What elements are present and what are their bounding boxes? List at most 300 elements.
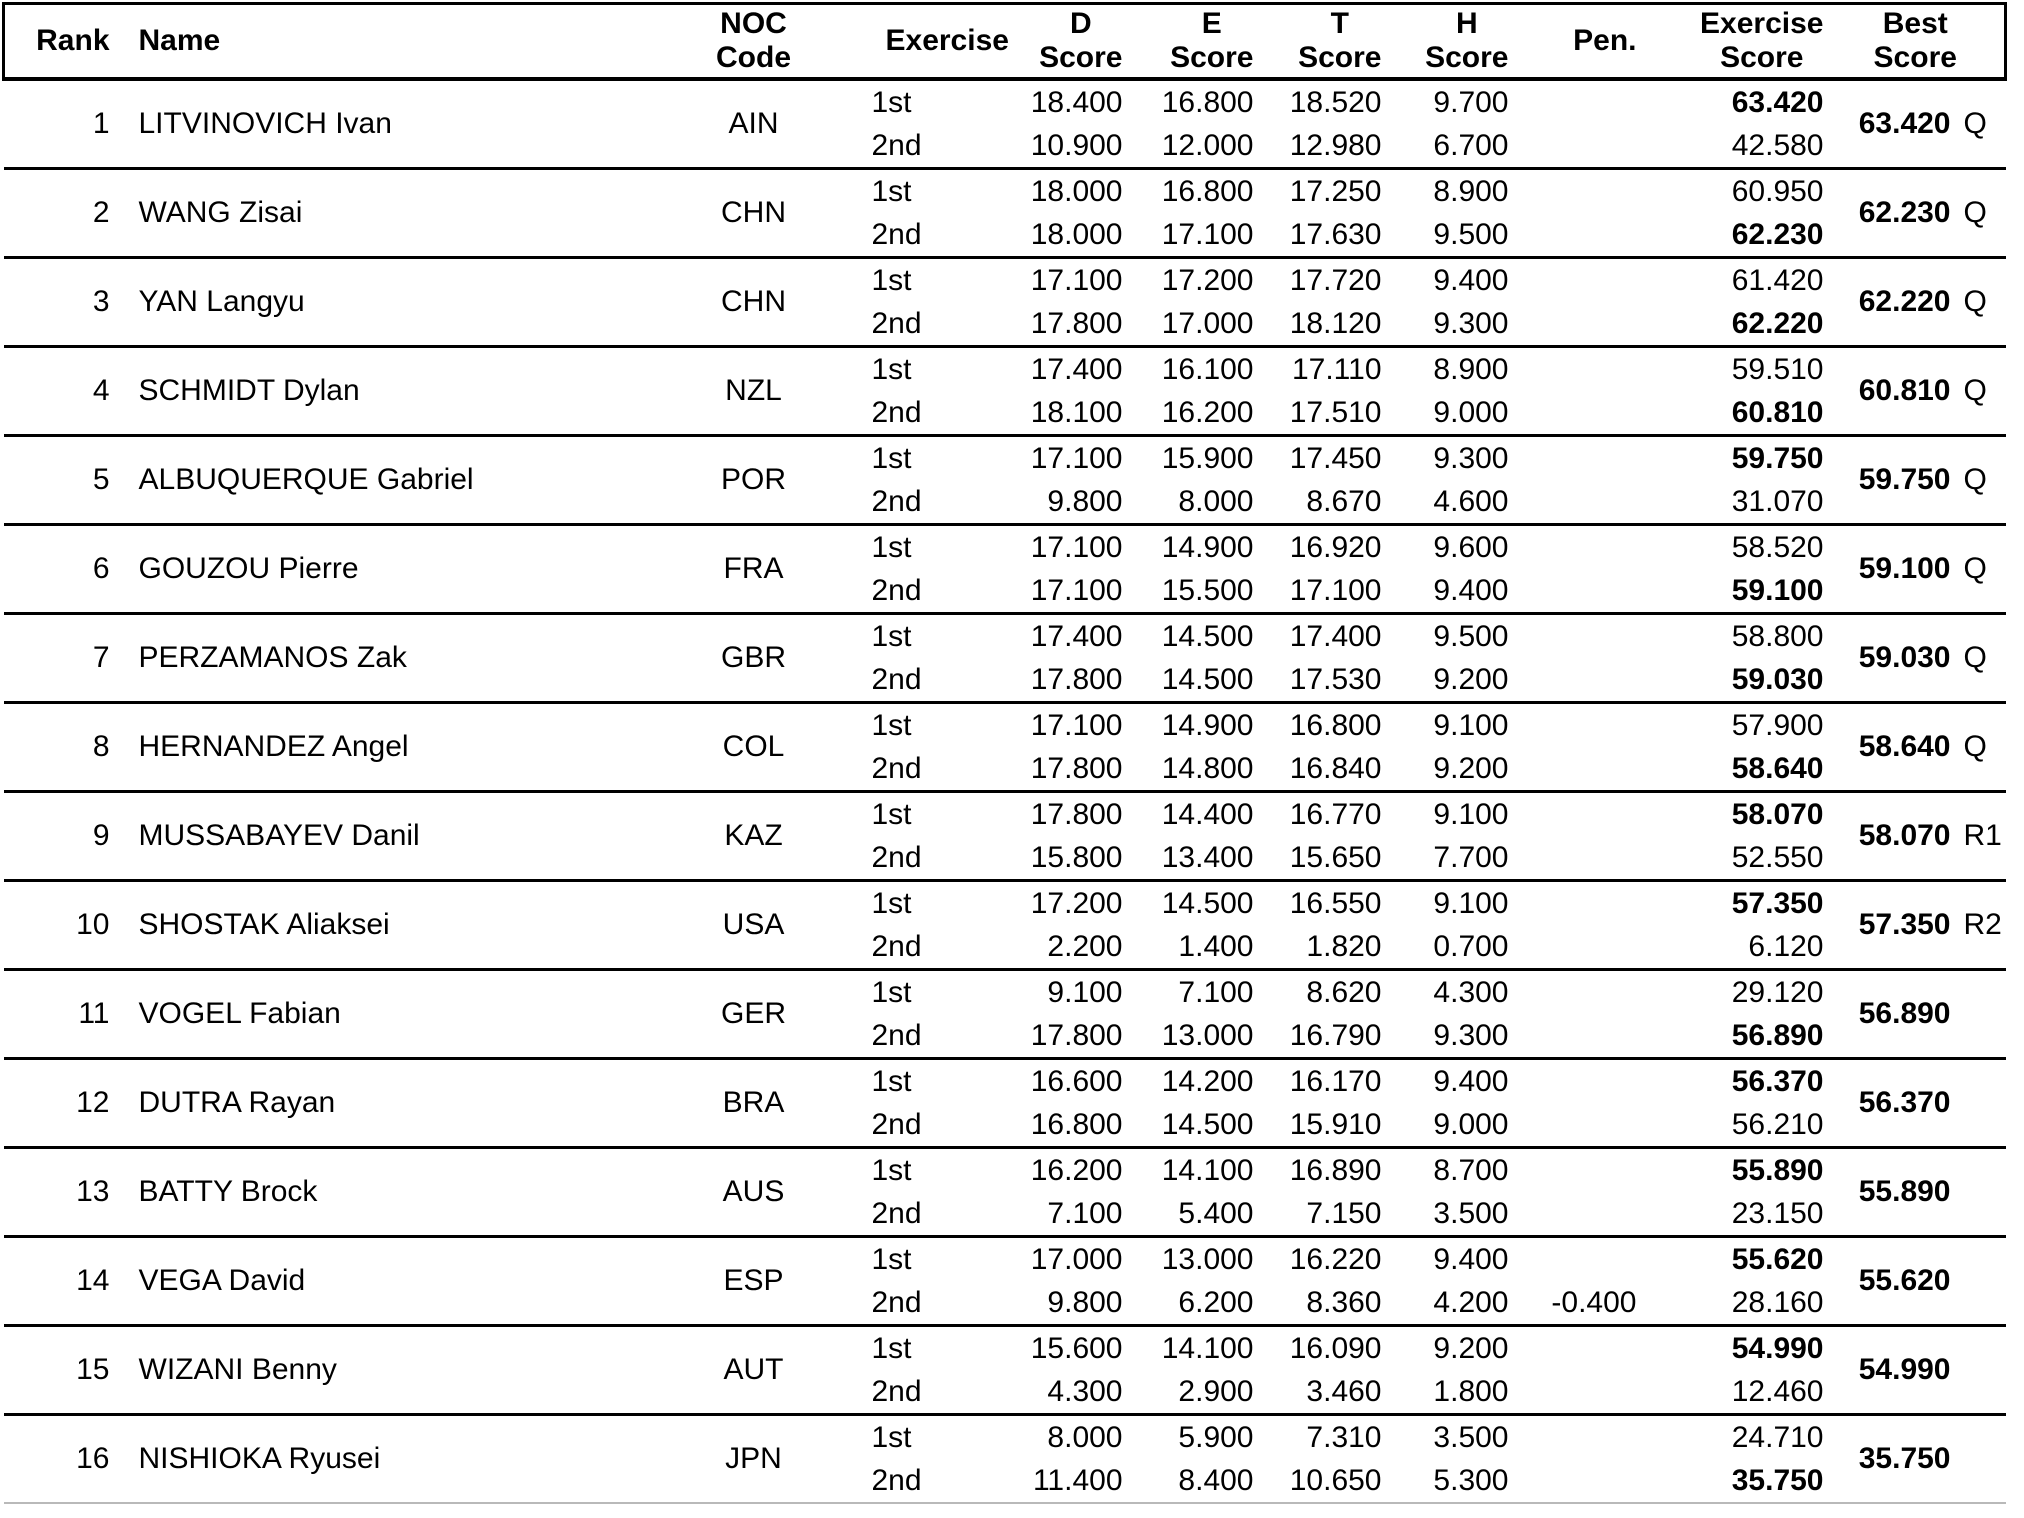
best-score-cell: [1827, 792, 2006, 881]
rank-cell: 16: [4, 1415, 116, 1504]
h-score-cell: 1.800: [1433, 1374, 1509, 1408]
qualification-marker: Q: [1963, 107, 1987, 140]
athlete-name-cell: DUTRA Rayan: [116, 1059, 644, 1148]
noc-code-cell: JPN: [644, 1415, 864, 1504]
col-header-name: Name: [116, 4, 644, 80]
e-score-cell: 14.900: [1126, 703, 1257, 748]
best-score-cell: [1827, 1415, 2006, 1504]
e-score-cell: 14.500: [1126, 881, 1257, 926]
exercise-label-cell: 1st: [871, 85, 912, 119]
noc-code-cell: NZL: [644, 347, 864, 436]
h-score-cell: 9.400: [1385, 1237, 1512, 1282]
athlete-name-cell: HERNANDEZ Angel: [116, 703, 644, 792]
best-score-value: 55.890: [1858, 1175, 1951, 1208]
exercise-score-cell: 59.750: [1640, 436, 1827, 481]
d-score-cell: 2.200: [1047, 929, 1123, 963]
penalty-cell: -0.400: [1551, 1285, 1637, 1319]
h-score-cell: 9.100: [1385, 792, 1512, 837]
penalty-cell: [1512, 614, 1640, 659]
noc-code-cell: COL: [644, 703, 864, 792]
penalty-cell: [1512, 1148, 1640, 1193]
col-header-best-score: Best Score: [1827, 4, 2006, 80]
d-score-cell: 17.000: [994, 1237, 1126, 1282]
e-score-cell: 2.900: [1178, 1374, 1254, 1408]
h-score-cell: 9.300: [1433, 306, 1509, 340]
qualification-marker: Q: [1963, 374, 1987, 407]
t-score-cell: 16.920: [1257, 525, 1385, 570]
t-score-cell: 16.770: [1257, 792, 1385, 837]
e-score-cell: 14.800: [1161, 751, 1254, 785]
exercise-label-cell: 2nd: [871, 1374, 922, 1408]
rank-cell: 8: [4, 703, 116, 792]
athlete-name-cell: VEGA David: [116, 1237, 644, 1326]
exercise-label-cell: 2nd: [871, 1463, 922, 1497]
exercise-score-cell: 59.510: [1640, 347, 1827, 392]
best-score-cell: [1827, 1059, 2006, 1148]
t-score-cell: 16.550: [1257, 881, 1385, 926]
e-score-cell: 8.000: [1178, 484, 1254, 518]
best-score-value: 54.990: [1858, 1353, 1951, 1386]
penalty-cell: [1512, 836, 1640, 881]
athlete-row-first-exercise: [4, 1415, 2006, 1460]
athlete-name-cell: VOGEL Fabian: [116, 970, 644, 1059]
best-score-cell: [1827, 970, 2006, 1059]
col-header-penalty: Pen.: [1512, 4, 1640, 80]
rank-cell: 14: [4, 1237, 116, 1326]
noc-code-cell: FRA: [644, 525, 864, 614]
e-score-cell: 14.500: [1126, 614, 1257, 659]
exercise-score-cell: 55.890: [1640, 1148, 1827, 1193]
best-score-cell: [1827, 1148, 2006, 1237]
t-score-cell: 7.310: [1257, 1415, 1385, 1460]
exercise-score-cell: 35.750: [1731, 1463, 1824, 1497]
best-score-cell: [1827, 169, 2006, 258]
col-header-noc-code: NOC Code: [644, 4, 864, 80]
exercise-label-cell: 2nd: [871, 1018, 922, 1052]
rank-cell: 5: [4, 436, 116, 525]
t-score-cell: 16.170: [1257, 1059, 1385, 1104]
h-score-cell: 4.200: [1433, 1285, 1509, 1319]
e-score-cell: 16.200: [1161, 395, 1254, 429]
penalty-cell: [1512, 258, 1640, 303]
best-score-value: 59.100: [1858, 552, 1951, 585]
exercise-label-cell: 2nd: [871, 128, 922, 162]
noc-code-cell: AIN: [728, 107, 779, 140]
h-score-cell: 8.900: [1385, 347, 1512, 392]
d-score-cell: 17.100: [994, 703, 1126, 748]
t-score-cell: 17.630: [1289, 217, 1382, 251]
best-score-value: 55.620: [1858, 1264, 1951, 1297]
rank-cell: 15: [4, 1326, 116, 1415]
best-score-value: 59.030: [1858, 641, 1951, 674]
h-score-cell: 3.500: [1385, 1415, 1512, 1460]
best-score-value: 59.750: [1858, 463, 1951, 496]
d-score-cell: 15.600: [994, 1326, 1126, 1371]
exercise-score-cell: 57.350: [1640, 881, 1827, 926]
best-score-value: 62.220: [1858, 285, 1951, 318]
exercise-label-cell: 2nd: [871, 306, 922, 340]
athlete-row-first-exercise: [4, 79, 2006, 124]
exercise-score-cell: 56.370: [1640, 1059, 1827, 1104]
e-score-cell: 6.200: [1178, 1285, 1254, 1319]
exercise-label-cell: 1st: [864, 1415, 994, 1460]
rank-cell: 7: [4, 614, 116, 703]
penalty-cell: [1512, 881, 1640, 926]
t-score-cell: 3.460: [1306, 1374, 1382, 1408]
exercise-label-cell: 2nd: [871, 217, 922, 251]
penalty-cell: [1512, 569, 1640, 614]
d-score-cell: 4.300: [1047, 1374, 1123, 1408]
h-score-cell: 8.700: [1385, 1148, 1512, 1193]
e-score-cell: 15.500: [1161, 573, 1254, 607]
d-score-cell: 8.000: [994, 1415, 1126, 1460]
h-score-cell: 5.300: [1433, 1463, 1509, 1497]
h-score-cell: 4.300: [1385, 970, 1512, 1015]
exercise-label-cell: 1st: [864, 347, 994, 392]
table-body: [4, 79, 2006, 1503]
athlete-row-first-exercise: [4, 703, 2006, 748]
best-score-cell: [1827, 1326, 2006, 1415]
athlete-row-first-exercise: [4, 436, 2006, 481]
best-score-value: 62.230: [1858, 196, 1951, 229]
athlete-name-cell: MUSSABAYEV Danil: [116, 792, 644, 881]
athlete-name-cell: PERZAMANOS Zak: [116, 614, 644, 703]
penalty-cell: [1512, 1237, 1640, 1282]
e-score-cell: 17.200: [1126, 258, 1257, 303]
t-score-cell: 17.450: [1257, 436, 1385, 481]
penalty-cell: [1512, 525, 1640, 570]
best-score-cell: [1827, 881, 2006, 970]
exercise-label-cell: 1st: [864, 970, 994, 1015]
exercise-score-cell: 61.420: [1640, 258, 1827, 303]
t-score-cell: 17.530: [1289, 662, 1382, 696]
noc-code-cell: AUS: [644, 1148, 864, 1237]
d-score-cell: 9.100: [994, 970, 1126, 1015]
t-score-cell: 16.090: [1257, 1326, 1385, 1371]
e-score-cell: 17.100: [1161, 217, 1254, 251]
athlete-row-first-exercise: [4, 1059, 2006, 1104]
t-score-cell: 17.720: [1257, 258, 1385, 303]
e-score-cell: 14.500: [1161, 662, 1254, 696]
best-score-cell: [1827, 79, 2006, 169]
penalty-cell: [1512, 1370, 1640, 1415]
athlete-name-cell: WIZANI Benny: [116, 1326, 644, 1415]
noc-code-cell: CHN: [644, 258, 864, 347]
e-score-cell: 14.100: [1126, 1148, 1257, 1193]
athlete-row-first-exercise: [4, 792, 2006, 837]
penalty-cell: [1512, 1326, 1640, 1371]
h-score-cell: 9.200: [1433, 751, 1509, 785]
rank-cell: 3: [4, 258, 116, 347]
h-score-cell: 9.100: [1385, 881, 1512, 926]
h-score-cell: 7.700: [1433, 840, 1509, 874]
t-score-cell: 15.910: [1289, 1107, 1382, 1141]
athlete-row-first-exercise: [4, 258, 2006, 303]
e-score-cell: 16.100: [1126, 347, 1257, 392]
h-score-cell: 0.700: [1433, 929, 1509, 963]
col-header-exercise-score: Exercise Score: [1640, 4, 1827, 80]
best-score-cell: [1827, 258, 2006, 347]
penalty-cell: [1512, 169, 1640, 214]
t-score-cell: 7.150: [1306, 1196, 1382, 1230]
h-score-cell: 9.400: [1385, 1059, 1512, 1104]
qualification-marker: Q: [1963, 641, 1987, 674]
d-score-cell: 18.000: [1030, 217, 1123, 251]
h-score-cell: 9.200: [1433, 662, 1509, 696]
exercise-score-cell: 58.800: [1640, 614, 1827, 659]
d-score-cell: 17.400: [994, 347, 1126, 392]
best-score-cell: [1827, 1237, 2006, 1326]
qualification-marker: Q: [1963, 285, 1987, 318]
athlete-name-cell: SHOSTAK Aliaksei: [116, 881, 644, 970]
noc-code-cell: ESP: [644, 1237, 864, 1326]
rank-cell: 11: [4, 970, 116, 1059]
best-score-value: 60.810: [1858, 374, 1951, 407]
e-score-cell: 14.100: [1126, 1326, 1257, 1371]
h-score-cell: 9.200: [1385, 1326, 1512, 1371]
exercise-label-cell: 1st: [864, 703, 994, 748]
e-score-cell: 8.400: [1178, 1463, 1254, 1497]
t-score-cell: 15.650: [1289, 840, 1382, 874]
best-score-cell: [1827, 614, 2006, 703]
exercise-label-cell: 1st: [864, 1326, 994, 1371]
noc-code-cell: GBR: [644, 614, 864, 703]
exercise-label-cell: 1st: [864, 169, 994, 214]
d-score-cell: 17.800: [994, 792, 1126, 837]
qualification-marker: Q: [1963, 552, 1987, 585]
h-score-cell: 9.600: [1385, 525, 1512, 570]
exercise-score-cell: 59.030: [1731, 662, 1824, 696]
noc-code-cell: BRA: [644, 1059, 864, 1148]
penalty-cell: [1512, 1192, 1640, 1237]
best-score-cell: [1827, 436, 2006, 525]
noc-code-cell: CHN: [644, 169, 864, 258]
exercise-label-cell: 2nd: [871, 1196, 922, 1230]
h-score-cell: 9.000: [1433, 395, 1509, 429]
best-score-value: 56.370: [1858, 1086, 1951, 1119]
athlete-name-cell: ALBUQUERQUE Gabriel: [116, 436, 644, 525]
penalty-cell: [1512, 79, 1640, 124]
rank-cell: 4: [4, 347, 116, 436]
d-score-cell: 17.100: [994, 436, 1126, 481]
athlete-row-first-exercise: [4, 881, 2006, 926]
h-score-cell: 9.400: [1385, 258, 1512, 303]
d-score-cell: 17.100: [994, 258, 1126, 303]
t-score-cell: 1.820: [1306, 929, 1382, 963]
exercise-label-cell: 1st: [864, 1148, 994, 1193]
exercise-score-cell: 28.160: [1731, 1285, 1824, 1319]
e-score-cell: 13.000: [1161, 1018, 1254, 1052]
exercise-score-cell: 58.640: [1731, 751, 1824, 785]
exercise-label-cell: 2nd: [871, 395, 922, 429]
col-header-d-score: D Score: [994, 4, 1126, 80]
exercise-label-cell: 2nd: [871, 662, 922, 696]
best-score-cell: [1827, 347, 2006, 436]
e-score-cell: 1.400: [1178, 929, 1254, 963]
d-score-cell: 17.800: [1030, 662, 1123, 696]
e-score-cell: 17.000: [1161, 306, 1254, 340]
t-score-cell: 17.110: [1257, 347, 1385, 392]
d-score-cell: 18.100: [1030, 395, 1123, 429]
noc-code-cell: POR: [644, 436, 864, 525]
d-score-cell: 17.800: [1030, 306, 1123, 340]
d-score-cell: 7.100: [1047, 1196, 1123, 1230]
exercise-label-cell: 1st: [864, 881, 994, 926]
d-score-cell: 17.800: [1030, 1018, 1123, 1052]
e-score-cell: 16.800: [1126, 169, 1257, 214]
col-header-t-score: T Score: [1257, 4, 1385, 80]
exercise-label-cell: 1st: [864, 614, 994, 659]
exercise-label-cell: 2nd: [871, 1285, 922, 1319]
athlete-name-cell: WANG Zisai: [116, 169, 644, 258]
penalty-cell: [1512, 1103, 1640, 1148]
noc-code-cell: AUT: [644, 1326, 864, 1415]
header-row: [4, 4, 2006, 80]
e-score-cell: 13.000: [1126, 1237, 1257, 1282]
rank-cell: 2: [4, 169, 116, 258]
noc-code-cell: USA: [644, 881, 864, 970]
penalty-cell: [1512, 391, 1640, 436]
exercise-label-cell: 1st: [864, 258, 994, 303]
col-header-e-score: E Score: [1126, 4, 1257, 80]
penalty-cell: [1512, 124, 1640, 169]
penalty-cell: [1512, 480, 1640, 525]
exercise-score-cell: 55.620: [1640, 1237, 1827, 1282]
e-score-cell: 15.900: [1126, 436, 1257, 481]
exercise-score-cell: 24.710: [1640, 1415, 1827, 1460]
exercise-score-cell: 63.420: [1731, 85, 1824, 119]
qualification-marker: Q: [1963, 463, 1987, 496]
t-score-cell: 16.840: [1289, 751, 1382, 785]
t-score-cell: 16.800: [1257, 703, 1385, 748]
col-header-rank: Rank: [4, 4, 116, 80]
d-score-cell: 17.100: [1030, 573, 1123, 607]
athlete-row-first-exercise: [4, 614, 2006, 659]
exercise-score-cell: 60.810: [1731, 395, 1824, 429]
t-score-cell: 16.890: [1257, 1148, 1385, 1193]
rank-cell: 12: [4, 1059, 116, 1148]
athlete-row-first-exercise: [4, 1326, 2006, 1371]
exercise-label-cell: 1st: [864, 1059, 994, 1104]
h-score-cell: 9.500: [1433, 217, 1509, 251]
qualification-marker: R1: [1963, 819, 2002, 852]
athlete-row-first-exercise: [4, 347, 2006, 392]
d-score-cell: 15.800: [1030, 840, 1123, 874]
exercise-label-cell: 2nd: [871, 751, 922, 785]
penalty-cell: [1512, 1014, 1640, 1059]
d-score-cell: 16.800: [1030, 1107, 1123, 1141]
exercise-label-cell: 1st: [864, 792, 994, 837]
exercise-score-cell: 29.120: [1640, 970, 1827, 1015]
e-score-cell: 14.400: [1126, 792, 1257, 837]
d-score-cell: 11.400: [1032, 1463, 1123, 1497]
h-score-cell: 9.100: [1385, 703, 1512, 748]
best-score-cell: [1827, 525, 2006, 614]
d-score-cell: 16.200: [994, 1148, 1126, 1193]
rank-cell: 1: [92, 107, 110, 140]
exercise-label-cell: 2nd: [871, 840, 922, 874]
best-score-value: 58.070: [1858, 819, 1951, 852]
h-score-cell: 8.900: [1385, 169, 1512, 214]
d-score-cell: 17.100: [994, 525, 1126, 570]
t-score-cell: 17.100: [1289, 573, 1382, 607]
e-score-cell: 5.400: [1178, 1196, 1254, 1230]
e-score-cell: 14.500: [1161, 1107, 1254, 1141]
athlete-row-first-exercise: [4, 1237, 2006, 1282]
h-score-cell: 6.700: [1433, 128, 1509, 162]
rank-cell: 10: [4, 881, 116, 970]
t-score-cell: 16.220: [1257, 1237, 1385, 1282]
exercise-score-cell: 58.070: [1640, 792, 1827, 837]
athlete-name-cell: GOUZOU Pierre: [116, 525, 644, 614]
exercise-score-cell: 56.890: [1731, 1018, 1824, 1052]
d-score-cell: 9.800: [1047, 484, 1123, 518]
e-score-cell: 5.900: [1126, 1415, 1257, 1460]
exercise-score-cell: 56.210: [1731, 1107, 1824, 1141]
exercise-score-cell: 62.220: [1731, 306, 1824, 340]
e-score-cell: 7.100: [1126, 970, 1257, 1015]
results-table: [2, 2, 2007, 1504]
exercise-score-cell: 42.580: [1731, 128, 1824, 162]
penalty-cell: [1512, 1415, 1640, 1460]
athlete-name-cell: SCHMIDT Dylan: [116, 347, 644, 436]
table-header: [4, 4, 2006, 80]
h-score-cell: 9.300: [1385, 436, 1512, 481]
penalty-cell: [1512, 436, 1640, 481]
exercise-score-cell: 31.070: [1731, 484, 1824, 518]
penalty-cell: [1512, 925, 1640, 970]
best-score-value: 56.890: [1858, 997, 1951, 1030]
qualification-marker: Q: [1963, 196, 1987, 229]
rank-cell: 13: [4, 1148, 116, 1237]
e-score-cell: 14.200: [1126, 1059, 1257, 1104]
qualification-marker: Q: [1963, 730, 1987, 763]
e-score-cell: 12.000: [1161, 128, 1254, 162]
best-score-cell: [1827, 703, 2006, 792]
d-score-cell: 17.400: [994, 614, 1126, 659]
exercise-score-cell: 59.100: [1731, 573, 1824, 607]
h-score-cell: 9.700: [1433, 85, 1509, 119]
exercise-score-cell: 12.460: [1731, 1374, 1824, 1408]
exercise-label-cell: 1st: [864, 1237, 994, 1282]
t-score-cell: 12.980: [1289, 128, 1382, 162]
exercise-label-cell: 2nd: [871, 1107, 922, 1141]
noc-code-cell: GER: [644, 970, 864, 1059]
d-score-cell: 17.200: [994, 881, 1126, 926]
results-page: [0, 2, 2024, 1518]
athlete-name-cell: YAN Langyu: [116, 258, 644, 347]
athlete-row-first-exercise: [4, 1148, 2006, 1193]
t-score-cell: 8.360: [1306, 1285, 1382, 1319]
t-score-cell: 17.510: [1289, 395, 1382, 429]
d-score-cell: 17.800: [1030, 751, 1123, 785]
exercise-score-cell: 62.230: [1731, 217, 1824, 251]
exercise-score-cell: 60.950: [1640, 169, 1827, 214]
exercise-label-cell: 1st: [864, 436, 994, 481]
rank-cell: 6: [4, 525, 116, 614]
penalty-cell: [1512, 703, 1640, 748]
d-score-cell: 18.000: [994, 169, 1126, 214]
h-score-cell: 4.600: [1433, 484, 1509, 518]
h-score-cell: 9.000: [1433, 1107, 1509, 1141]
penalty-cell: [1512, 1059, 1640, 1104]
t-score-cell: 17.400: [1257, 614, 1385, 659]
penalty-cell: [1512, 658, 1640, 703]
exercise-score-cell: 52.550: [1731, 840, 1824, 874]
t-score-cell: 10.650: [1289, 1463, 1382, 1497]
athlete-row-first-exercise: [4, 169, 2006, 214]
penalty-cell: [1512, 970, 1640, 1015]
